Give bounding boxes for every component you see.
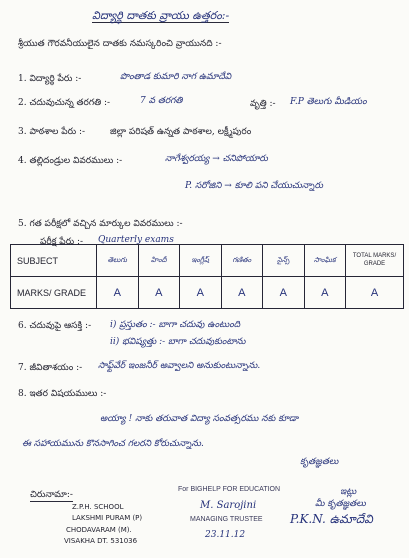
parents-label: 4. తల్లిదండ్రుల వివరములు :- xyxy=(18,156,123,166)
table-row-header: SUBJECT xyxy=(11,245,97,277)
table-header-cell: సైన్స్ xyxy=(263,245,305,277)
signoff-name: P.K.N. ఉమాదేవి xyxy=(290,512,373,526)
letter-heading: విద్యార్థి దాతకు వ్రాయు ఉత్తరం:- xyxy=(92,9,230,22)
table-row xyxy=(11,277,404,309)
class-extra-value: F.P తెలుగు మీడియం xyxy=(290,97,367,107)
marks-table xyxy=(10,244,404,309)
exam-name: Quarterly exams xyxy=(98,235,174,245)
closing-line-1: అయ్యా ! నాకు తరువాత విద్యా సంవత్సరము నకు కూడా xyxy=(100,414,299,424)
closing-line-2: ఈ సహాయమును కొనసాగించ గలరని కోరుచున్నాను. xyxy=(22,439,204,449)
table-header-cell: సాంఘిక xyxy=(304,245,346,277)
address-line: VISAKHA DT. 531036 xyxy=(64,537,138,545)
table-cell: A xyxy=(138,277,180,309)
table-row-header: MARKS/ GRADE xyxy=(11,277,97,309)
class-value: 7 వ తరగతి xyxy=(140,96,183,106)
address-line: CHODAVARAM (M). xyxy=(66,526,132,534)
table-row xyxy=(11,245,404,277)
salutation: శ్రీయుత గౌరవనీయులైన దాతకు నమస్కరించి వ్రాయునది :- xyxy=(18,39,222,49)
signoff-line-2: మీ కృతజ్ఞతలు xyxy=(315,499,366,509)
interest-current: i) ప్రస్తుతం :- బాగా చదువు ఉంటుంది xyxy=(110,320,241,330)
table-header-cell: హిందీ xyxy=(138,245,180,277)
table-header-cell: తెలుగు xyxy=(97,245,139,277)
address-line: LAKSHMI PURAM (P) xyxy=(72,514,143,522)
table-header-cell: ఇంగ్లీష్ xyxy=(180,245,222,277)
marks-heading: 5. గత పరీక్షలో వచ్చిన మార్కుల వివరములు :- xyxy=(18,219,183,229)
student-name-value: పొంతాడ కుమారి నాగ ఉమాదేవి xyxy=(120,72,232,82)
table-cell: A xyxy=(304,277,346,309)
table-cell: A xyxy=(97,277,139,309)
stamp-signature: M. Sarojini xyxy=(200,500,257,511)
parent-mother-value: P. సరోజిని → కూలి పని చేయుచున్నారు xyxy=(185,181,323,191)
interest-future: ii) భవిష్యత్తు :- బాగా చదువుకుంటాను xyxy=(110,337,246,347)
class-extra-label: వృత్తి :- xyxy=(250,99,276,109)
parent-father-value: నాగేశ్వరయ్య → చనిపోయారు xyxy=(165,154,268,164)
table-cell: A xyxy=(221,277,263,309)
others-label: 8. ఇతర విషయములు :- xyxy=(18,389,107,399)
class-label: 2. చదువుచున్న తరగతి :- xyxy=(18,98,111,108)
table-header-cell: TOTAL MARKS/ GRADE xyxy=(346,245,404,277)
table-cell: A xyxy=(263,277,305,309)
address-line: Z.P.H. SCHOOL xyxy=(72,503,124,511)
table-cell: A xyxy=(180,277,222,309)
address-label: చిరునామా:- xyxy=(30,490,73,500)
interest-label: 6. చదువుపై ఆసక్తి :- xyxy=(18,321,92,331)
table-header-cell: గణితం xyxy=(221,245,263,277)
school-name-value: జిల్లా పరిషత్ ఉన్నత పాఠశాల, లక్ష్మీపురం xyxy=(110,127,252,137)
table-cell: A xyxy=(346,277,404,309)
goal-label: 7. జీవితాశయం :- xyxy=(18,363,83,373)
exam-label: పరీక్ష పేరు :- xyxy=(40,237,84,247)
stamp-title: MANAGING TRUSTEE xyxy=(190,516,263,523)
closing-thanks: కృతజ్ఞతలు xyxy=(300,457,339,467)
signoff-line-1: ఇట్లు xyxy=(340,487,357,497)
student-name-label: 1. విద్యార్థి పేరు :- xyxy=(18,74,82,84)
stamp-date: 23.11.12 xyxy=(205,530,246,540)
goal-value: సాఫ్ట్‌వేర్ ఇంజనీర్ అవ్వాలని అనుకుంటున్నాను. xyxy=(98,361,261,371)
stamp-org: For BIGHELP FOR EDUCATION xyxy=(178,486,281,493)
school-name-label: 3. పాఠశాల పేరు :- xyxy=(18,127,86,137)
